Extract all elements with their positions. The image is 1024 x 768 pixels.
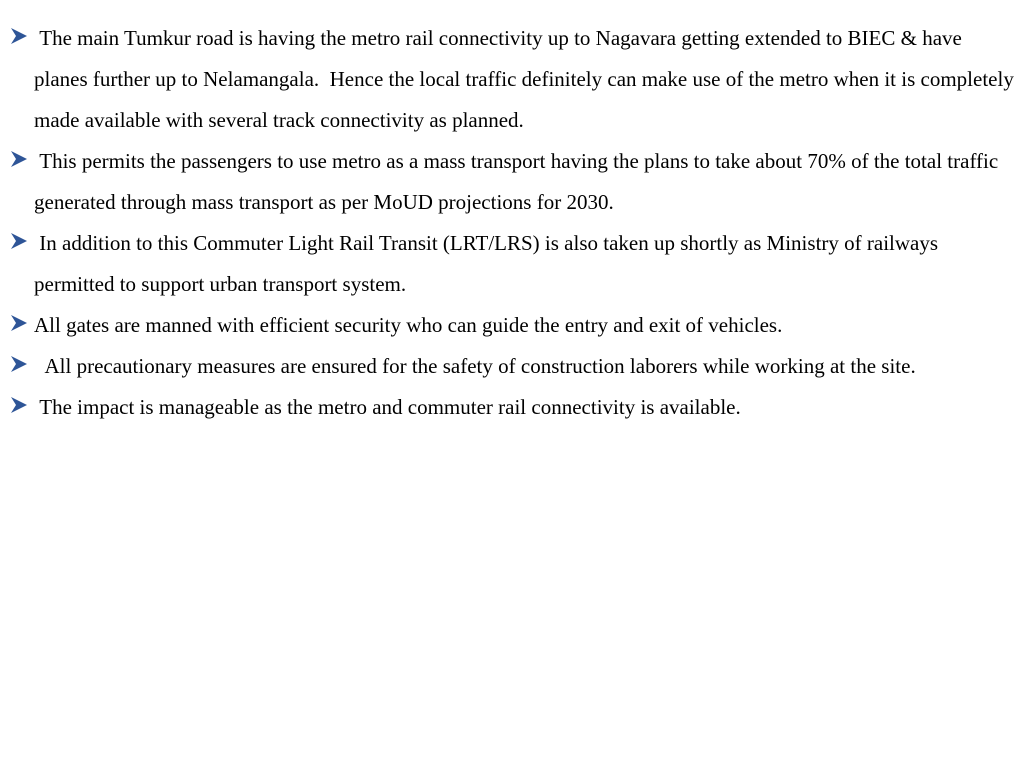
bullet-item — [10, 346, 1016, 387]
bullet-text: All precautionary measures are ensured for the safety of construction laborers while working at the site. — [34, 354, 916, 378]
bullet-item — [10, 305, 1016, 346]
bullet-text: In addition to this Commuter Light Rail Transit (LRT/LRS) is also taken up shortly as Ministry of railways permitted to support urban transport system. — [34, 231, 944, 296]
bullet-item — [10, 18, 1020, 141]
arrowhead-bullet-icon — [10, 314, 28, 332]
arrowhead-bullet-icon — [10, 27, 28, 45]
bullet-item — [10, 387, 1016, 428]
bullet-item — [10, 223, 1016, 305]
bullet-text: All gates are manned with efficient security who can guide the entry and exit of vehicles. — [34, 313, 783, 337]
bullet-item — [10, 141, 1016, 223]
arrowhead-bullet-icon — [10, 150, 28, 168]
arrowhead-bullet-icon — [10, 232, 28, 250]
arrowhead-bullet-icon — [10, 396, 28, 414]
bullet-text: The impact is manageable as the metro and commuter rail connectivity is available. — [34, 395, 741, 419]
bullet-list — [10, 18, 1020, 428]
bullet-text: This permits the passengers to use metro as a mass transport having the plans to take about 70% of the total traffic generated through mass transport as per MoUD projections for 2030. — [34, 149, 1004, 214]
bullet-text: The main Tumkur road is having the metro rail connectivity up to Nagavara getting extended to BIEC & have planes further up to Nelamangala. Hence the local traffic definitely can make use of the metro when it is completely made available with several track connectivity as planned. — [34, 26, 1020, 132]
arrowhead-bullet-icon — [10, 355, 28, 373]
